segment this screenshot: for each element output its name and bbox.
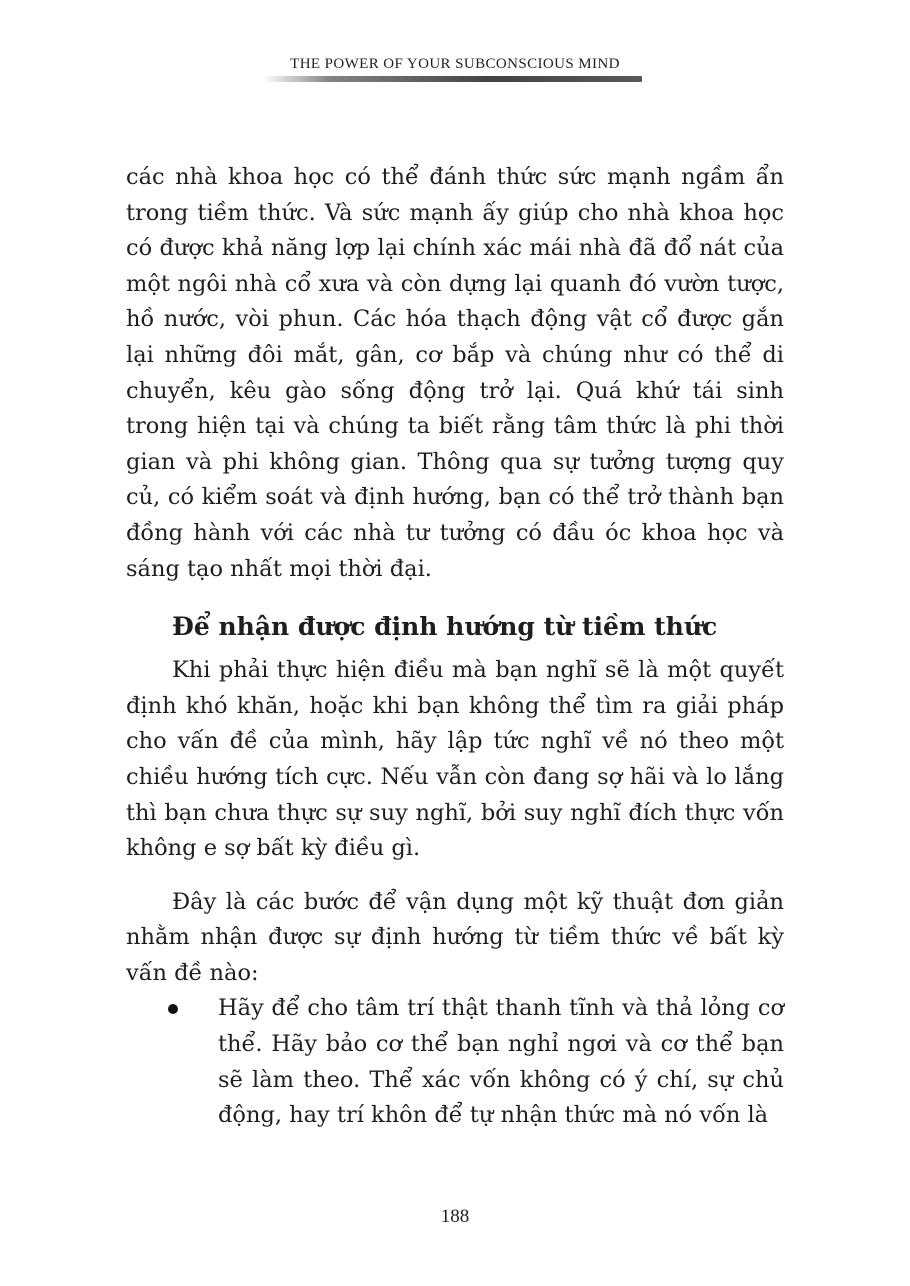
bullet-list [126, 991, 784, 1133]
running-head: THE POWER OF YOUR SUBCONSCIOUS MIND [290, 56, 620, 72]
body-text [126, 160, 784, 1134]
page-number: 188 [440, 1206, 470, 1227]
bullet-dot-icon [168, 1004, 178, 1014]
bullet-text: Hãy để cho tâm trí thật thanh tĩnh và thả lỏng cơ thể. Hãy bảo cơ thể bạn nghỉ ngơi và cơ thể bạn sẽ làm theo. Thể xác vốn không có ý chí, sự chủ động, hay trí khôn để tự nhận thức mà nó vốn là [218, 995, 784, 1129]
paragraph-2: Khi phải thực hiện điều mà bạn nghĩ sẽ là một quyết định khó khăn, hoặc khi bạn không thể tìm ra giải pháp cho vấn đề của mình, hãy lập tức nghĩ về nó theo một chiều hướng tích cực. Nếu vẫn còn đang sợ hãi và lo lắng thì bạn chưa thực sự suy nghĩ, bởi suy nghĩ đích thực vốn không e sợ bất kỳ điều gì. [126, 657, 784, 862]
bullet-item [126, 991, 784, 1133]
header-rule [262, 76, 642, 82]
section-heading: Để nhận được định hướng từ tiềm thức [172, 612, 718, 642]
paragraph-1: các nhà khoa học có thể đánh thức sức mạnh ngầm ẩn trong tiềm thức. Và sức mạnh ấy giúp cho nhà khoa học có được khả năng lợp lại chính xác mái nhà đã đổ nát của một ngôi nhà cổ xưa và còn dựng lại quanh đó vườn tược, hồ nước, vòi phun. Các hóa thạch động vật cổ được gắn lại những đôi mắt, gân, cơ bắp và chúng như có thể di chuyển, kêu gào sống động trở lại. Quá khứ tái sinh trong hiện tại và chúng ta biết rằng tâm thức là phi thời gian và phi không gian. Thông qua sự tưởng tượng quy củ, có kiểm soát và định hướng, bạn có thể trở thành bạn đồng hành với các nhà tư tưởng có đầu óc khoa học và sáng tạo nhất mọi thời đại. [126, 164, 784, 582]
paragraph-3: Đây là các bước để vận dụng một kỹ thuật đơn giản nhằm nhận được sự định hướng từ tiềm thức về bất kỳ vấn đề nào: [126, 888, 784, 986]
